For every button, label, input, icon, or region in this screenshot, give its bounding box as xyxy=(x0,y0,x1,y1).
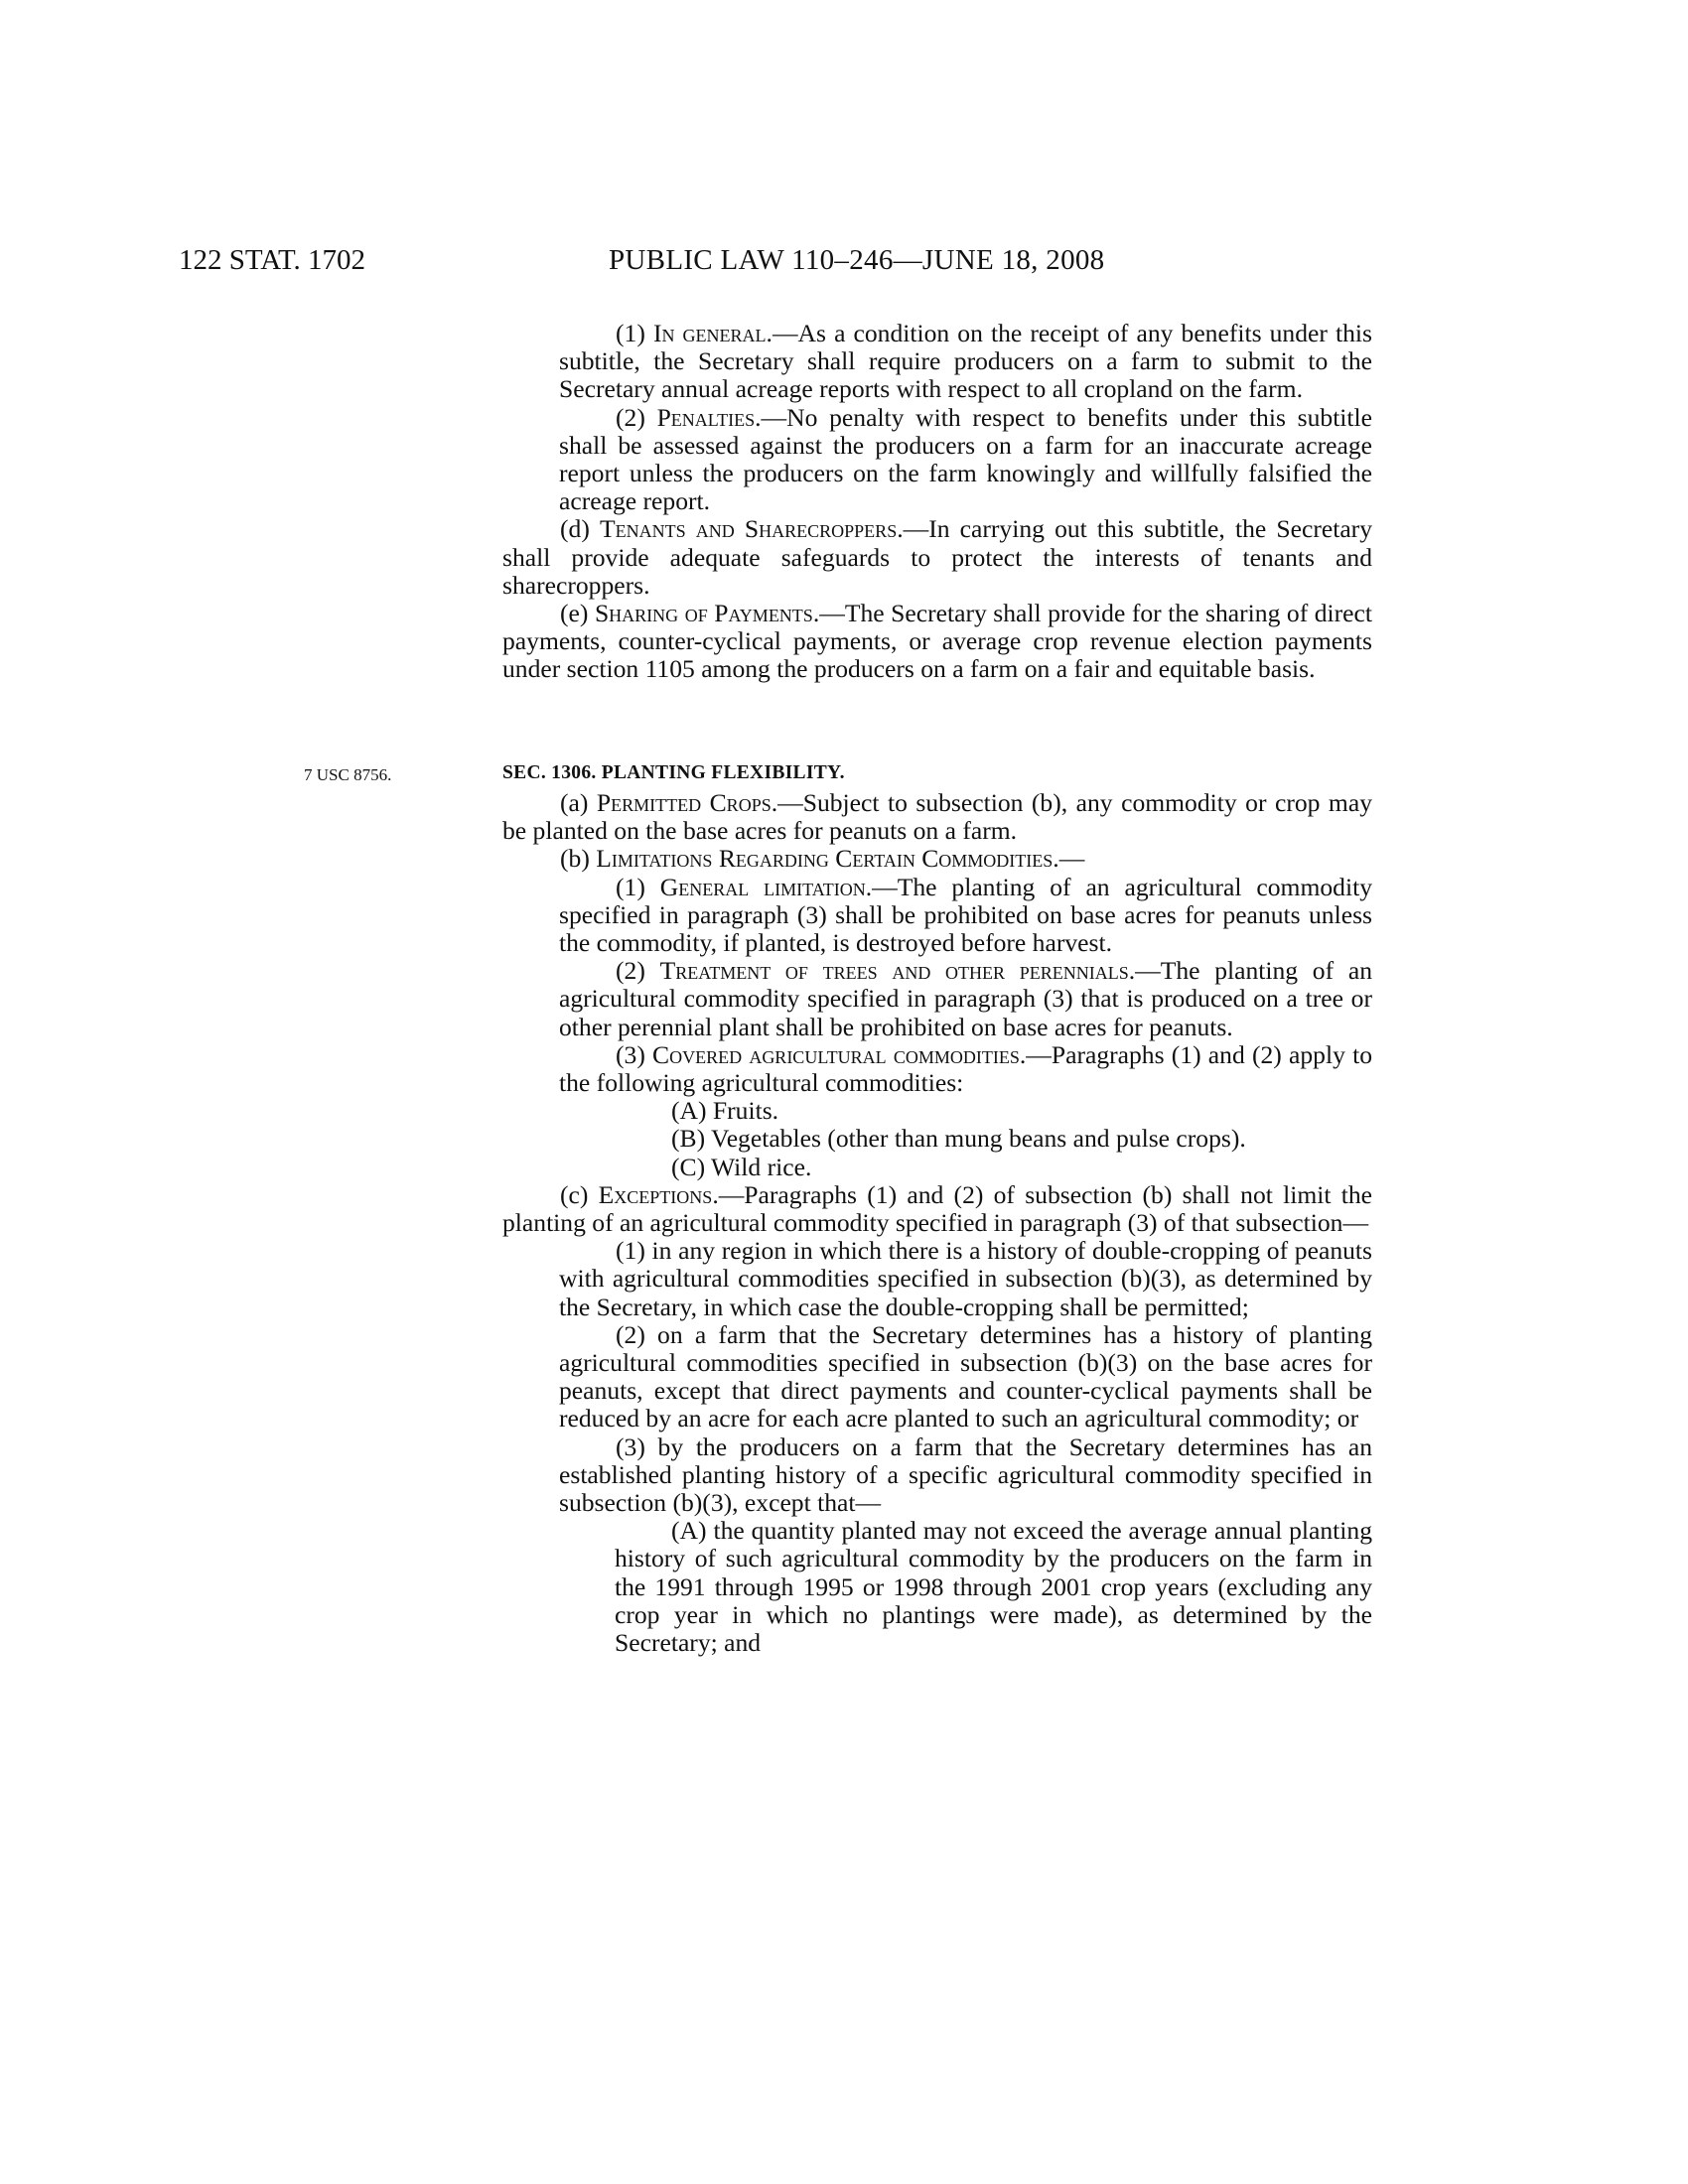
section-heading: SEC. 1306. PLANTING FLEXIBILITY. xyxy=(502,762,845,783)
subsection-e-sharing: (e) Sharing of Payments.—The Secretary shall provide for the sharing of direct payments, counter-cyclical payments, or average crop revenue election payments under section 1105 among the producers on a farm on a fair and equitable basis. xyxy=(502,599,1373,684)
text-block-top xyxy=(502,320,1372,684)
paragraph-c3: (3) by the producers on a farm that the Secretary determines has an established planting history of a specific agricultural commodity specified in subsection (b)(3), except that— xyxy=(559,1432,1372,1518)
text-block-section-1306 xyxy=(502,789,1372,1657)
paragraph-1-in-general: (1) In general.—As a condition on the receipt of any benefits under this subtitle, the Secretary shall require producers on a farm to submit to the Secretary annual acreage reports with respect to all cropland on the farm. xyxy=(559,319,1372,404)
paragraph-b3-covered: (3) Covered agricultural commodities.—Paragraphs (1) and (2) apply to the following agricultural commodities: xyxy=(559,1039,1372,1098)
subsection-b-limitations: (b) Limitations Regarding Certain Commodities.— xyxy=(560,844,1085,874)
item-b3C-wild-rice: (C) Wild rice. xyxy=(671,1152,812,1181)
subsection-d-tenants: (d) Tenants and Sharecroppers.—In carrying out this subtitle, the Secretary shall provide adequate safeguards to protect the interests of tenants and sharecroppers. xyxy=(502,514,1372,600)
item-b3B-vegetables: (B) Vegetables (other than mung beans and pulse crops). xyxy=(671,1124,1246,1154)
item-b3A-fruits: (A) Fruits. xyxy=(671,1096,779,1126)
paragraph-c2: (2) on a farm that the Secretary determines has a history of planting agricultural commodities specified in subsection (b)(3) on the base acres for peanuts, except that direct payments and counter-cyclical payments shall be reduced by an acre for each acre planted to such an agricultural commodity; or xyxy=(559,1319,1372,1433)
running-title: PUBLIC LAW 110–246—JUNE 18, 2008 xyxy=(609,244,1105,276)
paragraph-2-penalties: (2) Penalties.—No penalty with respect to benefits under this subtitle shall be assessed against the producers on a farm for an inaccurate acreage report unless the producers on the farm knowingly and willfully falsified the acreage report. xyxy=(559,402,1372,516)
paragraph-b2-trees: (2) Treatment of trees and other perennials.—The planting of an agricultural commodity specified in paragraph (3) that is produced on a tree or other perennial plant shall be prohibited on base acres for peanuts. xyxy=(559,956,1372,1041)
subsection-c-exceptions: (c) Exceptions.—Paragraphs (1) and (2) of subsection (b) shall not limit the planting of an agricultural commodity specified in paragraph (3) of that subsection— xyxy=(502,1179,1372,1238)
paragraph-c1: (1) in any region in which there is a history of double-cropping of peanuts with agricultural commodities specified in subsection (b)(3), as determined by the Secretary, in which case the double-cropping shall be permitted; xyxy=(559,1236,1372,1321)
page-header xyxy=(0,244,1688,284)
paragraph-b1-general-limitation: (1) General limitation.—The planting of an agricultural commodity specified in paragraph (3) shall be prohibited on base acres for peanuts unless the commodity, if planted, is destroyed before harvest. xyxy=(559,872,1372,958)
subsection-a-permitted-crops: (a) Permitted Crops.—Subject to subsection (b), any commodity or crop may be planted on the base acres for peanuts on a farm. xyxy=(502,788,1373,846)
item-c3A: (A) the quantity planted may not exceed the average annual planting history of such agricultural commodity by the producers on the farm in the 1991 through 1995 or 1998 through 2001 crop years (excluding any crop year in which no plantings were made), as determined by the Secretary; and xyxy=(615,1516,1372,1658)
statute-citation: 122 STAT. 1702 xyxy=(179,244,366,276)
margin-citation: 7 USC 8756. xyxy=(304,765,392,784)
